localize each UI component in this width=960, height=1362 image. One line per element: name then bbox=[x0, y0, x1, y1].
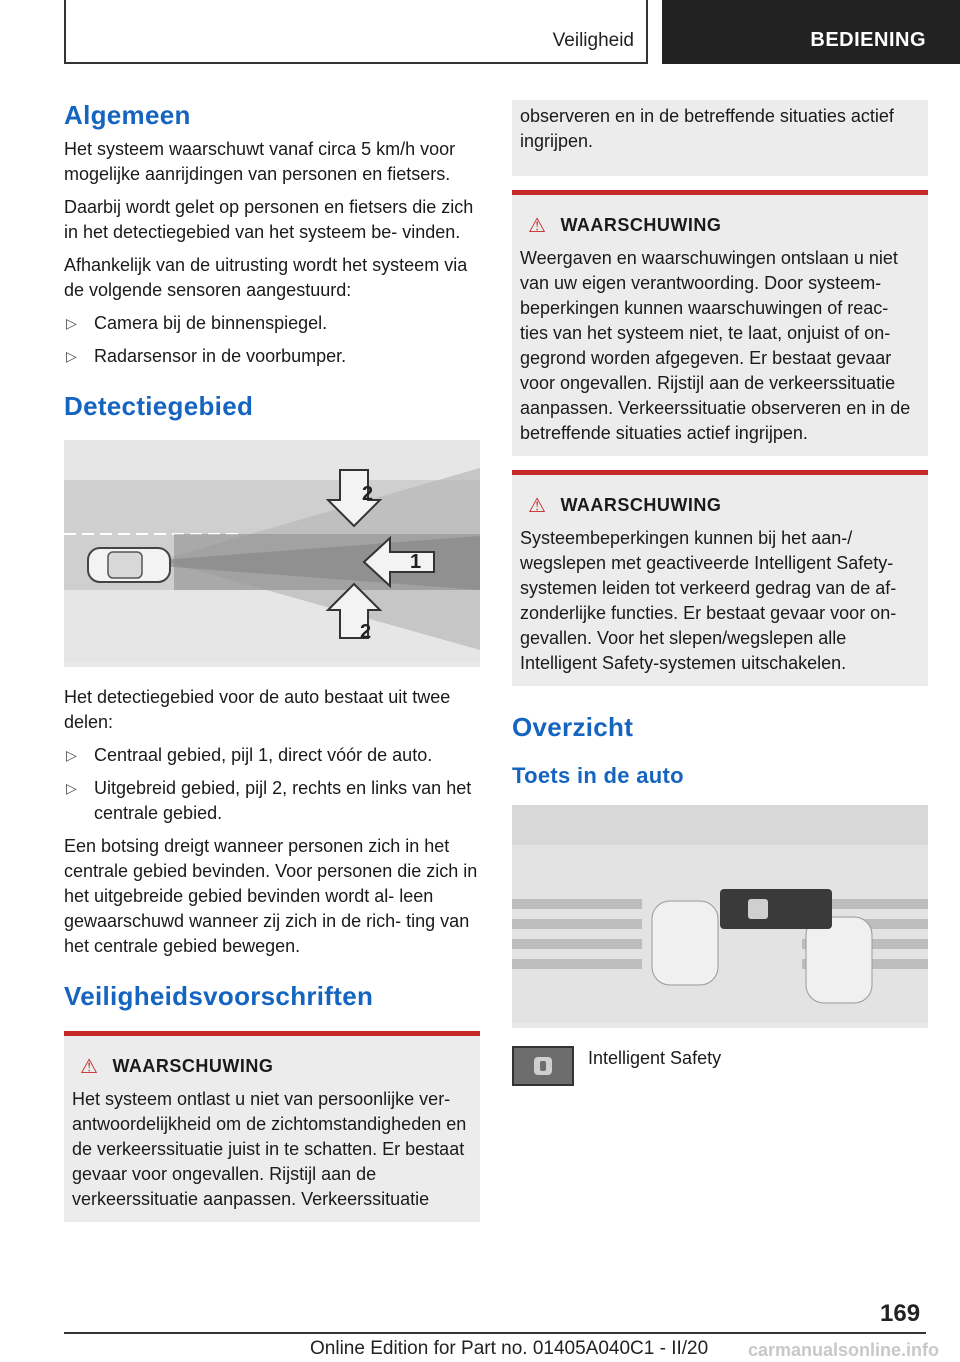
list-item: ▷ Radarsensor in de voorbumper. bbox=[64, 344, 480, 369]
area-list bbox=[64, 743, 480, 826]
warning-text: Het systeem ontlast u niet van persoonlijke ver‐ antwoordelijkheid om de zichtomstandigheden en de verkeerssituatie juist in te schatten. Er bestaat gevaar voor ongevallen. Rijstijl aan de verkeerssituatie aanpassen. Verkeerssituatie bbox=[72, 1088, 467, 1209]
heading-overzicht: Overzicht bbox=[512, 712, 634, 742]
list-item: ▷ Camera bij de binnenspiegel. bbox=[64, 311, 480, 336]
detection-area-figure bbox=[64, 440, 480, 667]
intelligent-safety-icon bbox=[532, 1055, 554, 1077]
warning-triangle-icon: ⚠ bbox=[528, 495, 547, 517]
warning-box bbox=[512, 470, 928, 686]
header-chapter-tab bbox=[662, 0, 960, 64]
algemeen-paragraph-2: Daarbij wordt gelet op personen en fietsers die zich in het detectiegebied van het systeem be‐ vinden. bbox=[64, 197, 474, 243]
intelligent-safety-button-icon bbox=[748, 899, 768, 919]
detection-area-diagram bbox=[64, 440, 480, 662]
algemeen-paragraph-1: Het systeem waarschuwt vanaf circa 5 km/h voor mogelijke aanrijdingen van personen en fietsers. bbox=[64, 139, 456, 185]
left-column bbox=[64, 100, 480, 1236]
heading-veiligheidsvoorschriften: Veiligheidsvoorschriften bbox=[64, 981, 374, 1012]
car-button-figure bbox=[512, 805, 928, 1028]
heading-algemeen: Algemeen bbox=[64, 100, 191, 130]
sensor-list bbox=[64, 311, 480, 369]
label-arrow-1: 1 bbox=[410, 551, 422, 574]
warning-title: WAARSCHUWING bbox=[560, 495, 722, 515]
warning-box bbox=[512, 190, 928, 456]
warning-box bbox=[64, 1031, 480, 1222]
watermark: carmanualsonline.info bbox=[748, 1340, 940, 1360]
right-column bbox=[512, 100, 928, 1086]
header-section-title: Veiligheid bbox=[552, 30, 634, 51]
button-legend bbox=[512, 1046, 928, 1086]
warning-title: WAARSCHUWING bbox=[560, 215, 722, 235]
algemeen-paragraph-3: Afhankelijk van de uitrusting wordt het systeem via de volgende sensoren aangestuurd: bbox=[64, 255, 468, 301]
warning-triangle-icon: ⚠ bbox=[80, 1055, 99, 1078]
warning-text: Systeembeperkingen kunnen bij het aan-/ wegslepen met geactiveerde Intelligent Safety- systemen leiden tot verkeerd gedrag van de af‐ zonderlijke functies. Er bestaat gevaar voor on‐ gevallen. Voor het slepen/wegslepen alle Intelligent Safety-systemen uitschakelen. bbox=[520, 528, 897, 673]
label-arrow-2-bottom: 2 bbox=[360, 621, 372, 644]
car-icon bbox=[88, 548, 170, 582]
dashboard-vents-illustration bbox=[512, 805, 928, 1023]
list-item: ▷ Centraal gebied, pijl 1, direct vóór de auto. bbox=[64, 743, 480, 768]
list-item: ▷ Uitgebreid gebied, pijl 2, rechts en links van het centrale gebied. bbox=[66, 778, 472, 824]
detectie-paragraph-1: Het detectiegebied voor de auto bestaat uit twee delen: bbox=[64, 687, 451, 733]
detectie-paragraph-2: Een botsing dreigt wanneer personen zich in het centrale gebied bevinden. Voor personen die zich in het uitgebreide gebied bevinden wordt al‐ leen gewaarschuwd wanneer zij zich in de rich‐ ting van het centrale gebied bewegen. bbox=[64, 836, 478, 957]
triangle-bullet-icon: ▷ bbox=[66, 348, 77, 365]
footer-divider bbox=[64, 1332, 926, 1334]
button-label: Intelligent Safety bbox=[588, 1048, 722, 1069]
warning-title: WAARSCHUWING bbox=[112, 1055, 274, 1076]
warning-continuation-text: observeren en in de betreffende situaties actief ingrijpen. bbox=[520, 106, 894, 151]
heading-detectiegebied: Detectiegebied bbox=[64, 391, 254, 422]
intelligent-safety-button[interactable] bbox=[512, 1046, 574, 1086]
header-chapter-label: BEDIENING bbox=[810, 29, 926, 51]
label-arrow-2-top: 2 bbox=[362, 483, 374, 506]
footer-edition: Online Edition for Part no. 01405A040C1 - II/20 bbox=[310, 1338, 709, 1359]
triangle-bullet-icon: ▷ bbox=[66, 747, 77, 764]
heading-toets-in-de-auto: Toets in de auto bbox=[512, 763, 684, 789]
triangle-bullet-icon: ▷ bbox=[66, 780, 77, 797]
page-number: 169 bbox=[880, 1300, 921, 1327]
warning-continuation-box bbox=[512, 100, 928, 176]
warning-text: Weergaven en waarschuwingen ontslaan u niet van uw eigen verantwoording. Door systeem‐ beperkingen kunnen waarschuwingen of reac‐ ties van het systeem niet, te laat, onjuist of on‐ gegrond worden afgegeven. Er bestaat gevaar voor ongevallen. Rijstijl aan de verkeerssituatie aanpassen. Verkeerssituatie observeren en in de betreffende situaties actief ingrijpen. bbox=[520, 248, 911, 443]
triangle-bullet-icon: ▷ bbox=[66, 315, 77, 332]
warning-triangle-icon: ⚠ bbox=[528, 215, 547, 237]
